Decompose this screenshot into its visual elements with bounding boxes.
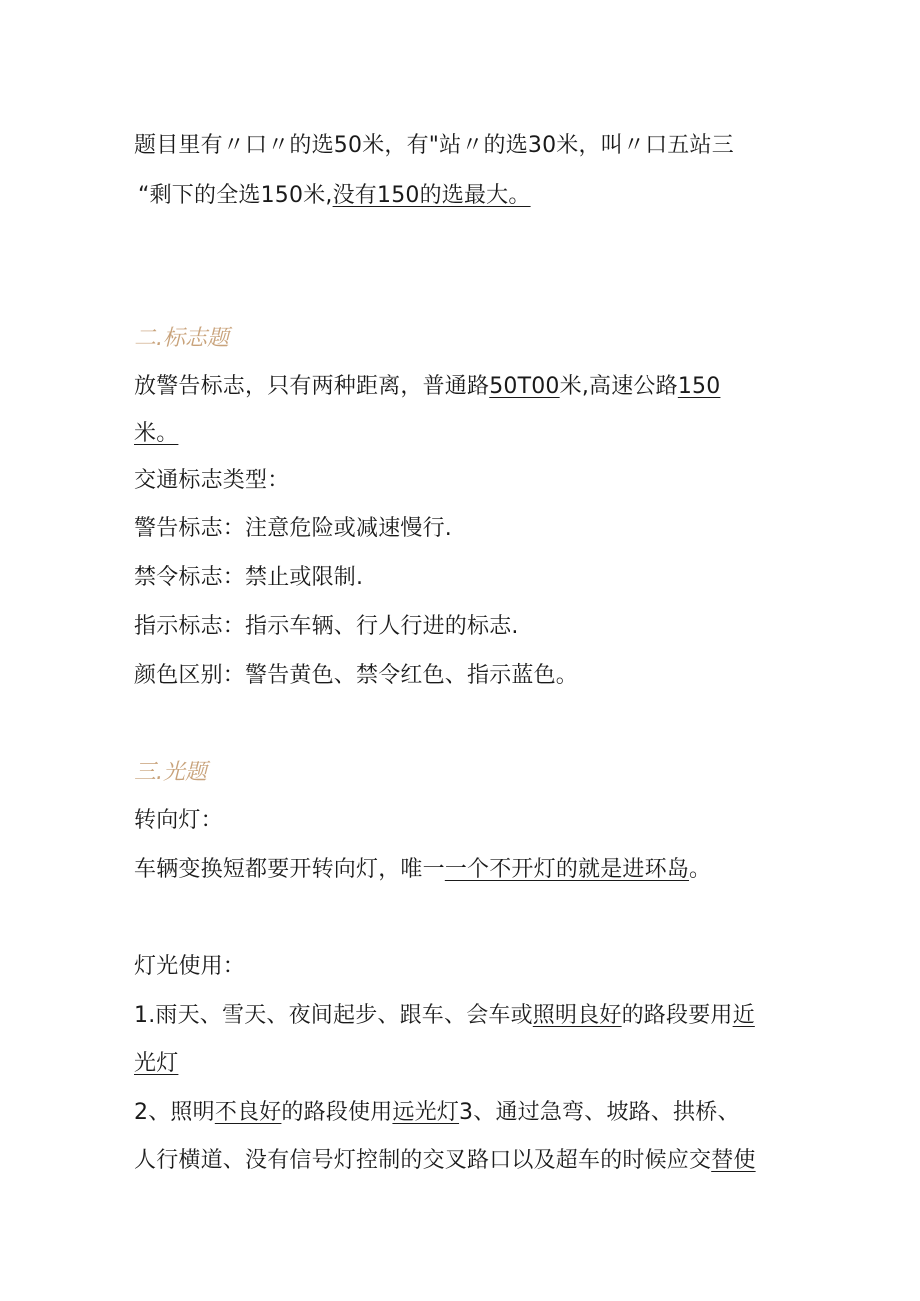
underlined-text: 替使 (711, 1148, 756, 1173)
paragraph-line: 转向灯： (134, 808, 223, 833)
underlined-text: 150 (677, 374, 721, 399)
paragraph-line (134, 1098, 740, 1128)
paragraph-line (134, 131, 734, 161)
paragraph-line: 禁令标志：禁止或限制. (134, 565, 364, 590)
text-span: 1.雨天、雪天、夜间起步、跟车、会车或 (134, 1003, 533, 1028)
text-span: 3、通过急弯、坡路、拱桥、 (459, 1100, 740, 1125)
paragraph-line: 指示标志：指示车辆、行人行进的标志. (134, 614, 519, 639)
underlined-text: 远光灯 (392, 1100, 460, 1125)
text-span: 的路段使用 (281, 1100, 393, 1125)
underlined-text: 照明良好 (532, 1003, 622, 1028)
paragraph-line: 交通标志类型： (134, 468, 290, 493)
underlined-text: 50T00 (489, 374, 560, 399)
text-span: 放警告标志，只有两种距离，普通路 (134, 374, 490, 399)
underlined-text: 光灯 (134, 1051, 179, 1076)
section-heading: 二.标志题 (134, 326, 229, 351)
text-span: 米,高速公路 (559, 374, 678, 399)
paragraph-line (134, 1001, 755, 1031)
underlined-text: 米。 (134, 421, 179, 446)
paragraph-line (134, 1146, 756, 1176)
section-heading: 三.光题 (134, 760, 207, 785)
paragraph-line (138, 181, 531, 211)
underlined-text: 没有150的选最大。 (332, 183, 531, 208)
paragraph-line (134, 419, 178, 449)
text-span: “剩下的全选150米, (138, 183, 333, 208)
text-span: 2、照明 (134, 1100, 215, 1125)
paragraph-line (134, 855, 711, 885)
text-span: 车辆变换短都要开转向灯，唯一 (134, 857, 445, 882)
paragraph-line (134, 1049, 178, 1079)
text-span: 题目里有〃口〃的选50米，有"站〃的选30米，叫〃口五站三 (134, 133, 734, 158)
paragraph-line: 灯光使用： (134, 954, 246, 979)
text-span: 人行横道、没有信号灯控制的交叉路口以及超车的时候应交 (134, 1148, 712, 1173)
paragraph-line (134, 372, 720, 402)
paragraph-line: 颜色区别：警告黄色、禁令红色、指示蓝色。 (134, 663, 579, 688)
underlined-text: 不良好 (214, 1100, 282, 1125)
paragraph-line: 警告标志：注意危险或减速慢行. (134, 516, 452, 541)
text-span: 。 (689, 857, 712, 882)
underlined-text: 近 (732, 1003, 755, 1028)
text-span: 的路段要用 (621, 1003, 733, 1028)
underlined-text: 一个不开灯的就是进环岛 (444, 857, 690, 882)
